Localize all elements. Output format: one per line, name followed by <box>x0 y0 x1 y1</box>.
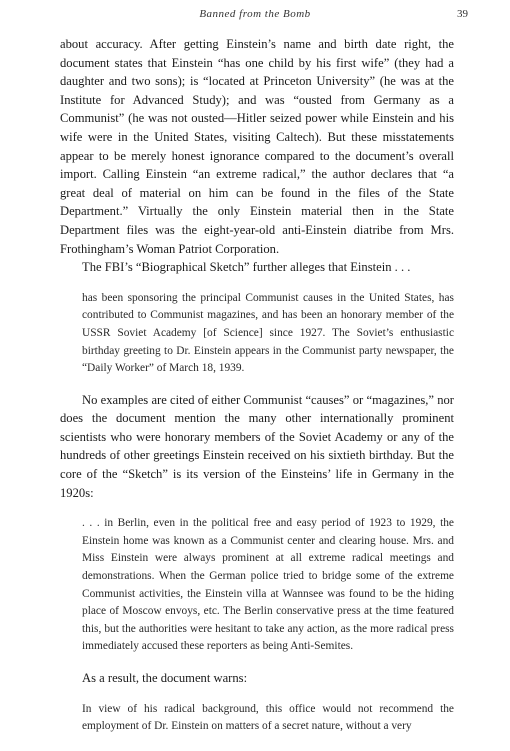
body-text <box>60 35 454 749</box>
page-number: 39 <box>457 8 468 20</box>
block-quote: has been sponsoring the principal Communist causes in the United States, has contributed to Communist magazines, and has been an honorary member of the USSR Soviet Academy [of Science] since 1927. The Soviet’s enthusiastic birthday greeting to Dr. Einstein appears in the Communist party newspaper, the “Daily Worker” of March 18, 1939. <box>82 291 454 375</box>
paragraph: The FBI’s “Biographical Sketch” further alleges that Einstein . . . <box>82 260 411 275</box>
running-head <box>60 8 468 24</box>
paragraph: As a result, the document warns: <box>82 671 248 685</box>
block-quote: . . . in Berlin, even in the political free and easy period of 1923 to 1929, the Einstein home was known as a Communist center and clearing house. Mrs. and Miss Einstein were always prominent at all extreme radical meetings and demonstrations. When the German police tried to bridge some of the extreme Communist activities, the Einstein villa at Wannsee was found to be the hiding place of Moscow envoys, etc. The Berlin conservative press at the time featured this, but the authorities were hesitant to take any action, as the more radical press immediately accused these reporters as being Anti-Semites. <box>82 517 454 653</box>
paragraph: about accuracy. After getting Einstein’s name and birth date right, the document states that Einstein “has one child by his first wife” (they had a daughter and two sons); is “located at Princeton University” (he was at the Institute for Advanced Study); and was “ousted from Germany as a Communist” (he was not ousted—Hitler seized power while Einstein and his wife were in the United States, visiting Caltech). But these misstatements appear to be merely honest ignorance compared to the document’s overall import. Calling Einstein “an extreme radical,” the author declares that “a great deal of material on him can be found in the files of the State Department.” Virtually the only Einstein material then in the State Department files was the eight-year-old anti-Einstein diatribe from Mrs. Frothingham’s Woman Patriot Corporation. <box>60 37 454 256</box>
paragraph: No examples are cited of either Communist “causes” or “magazines,” nor does the document mention the many other internationally prominent scientists who were honorary members of the Soviet Academy or any of the hundreds of other greetings Einstein received on his sixtieth birthday. But the core of the “Sketch” is its version of the Einsteins’ life in Germany in the 1920s: <box>60 392 454 500</box>
running-title: Banned from the Bomb <box>199 8 311 20</box>
block-quote: In view of his radical background, this office would not recommend the employment of Dr. Einstein on matters of a secret nature, without a very <box>82 702 454 733</box>
